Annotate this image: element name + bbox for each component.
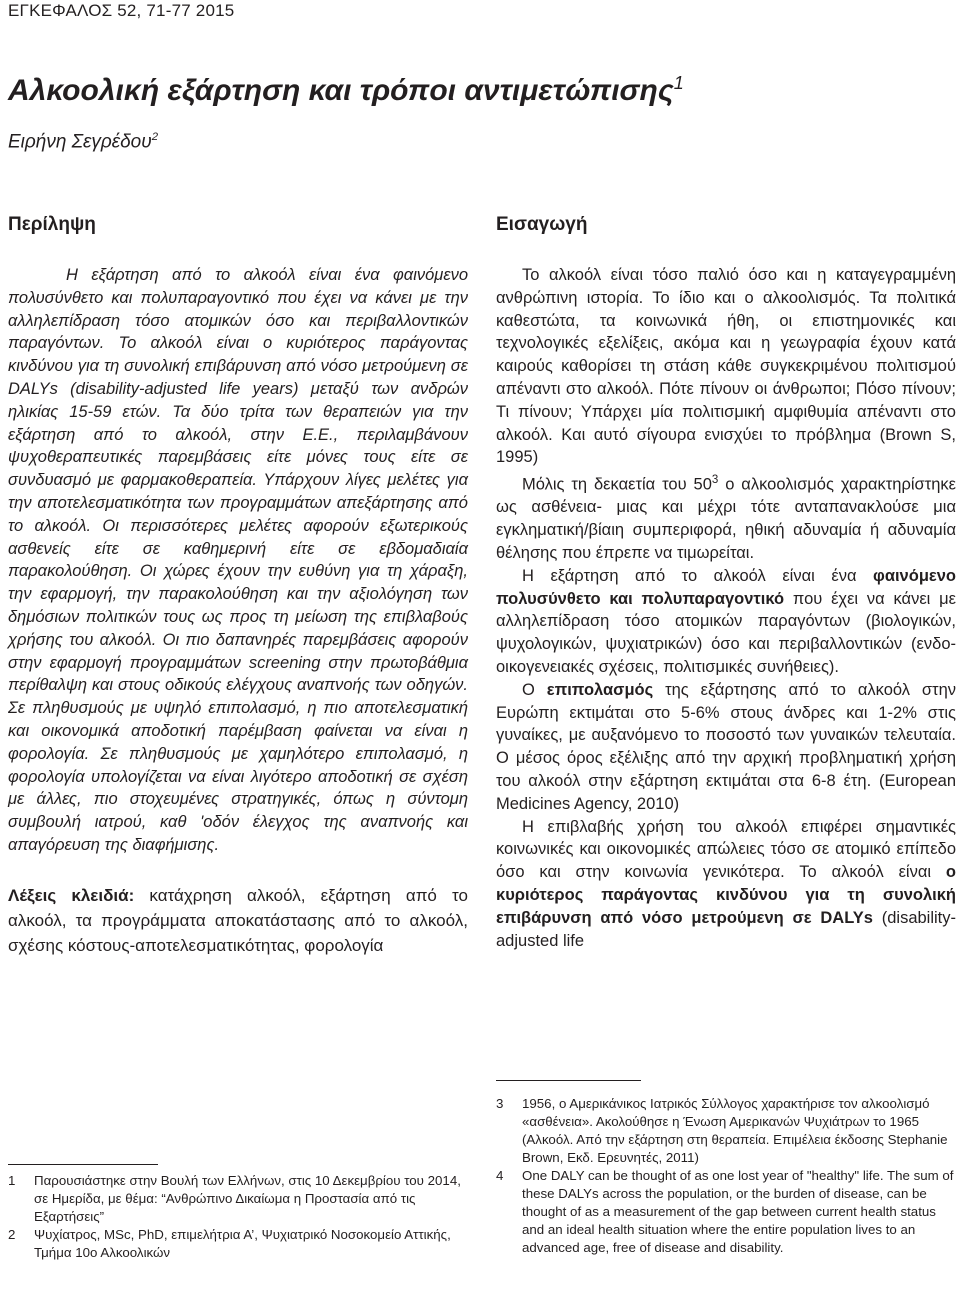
- footnote-number: 3: [496, 1096, 504, 1111]
- footnote-3: [496, 1095, 956, 1167]
- intro-p2-text-a: Μόλις τη δεκαετία του 50: [522, 475, 712, 494]
- footnote-1: [8, 1172, 468, 1226]
- footnotes-left: [8, 1172, 468, 1262]
- footnote-2: [8, 1226, 468, 1262]
- intro-p3-bold: φαινόμενο πολυσύνθετο και πολυπαραγοντικό: [496, 566, 956, 608]
- intro-p5-bold: ο κυριότερος παράγοντας κινδύνου για τη συνολική επιβάρυνση από νόσο μετρούμενη σε DALYs: [496, 863, 956, 927]
- title-footnote-marker[interactable]: 1: [673, 73, 684, 93]
- left-column: [8, 212, 468, 958]
- article-title-text: Αλκοολική εξάρτηση και τρόποι αντιμετώπισης: [8, 74, 674, 107]
- abstract-text: Η εξάρτηση από το αλκοόλ είναι ένα φαινόμενο πολυσύνθετο και πολυπαραγοντικό που έχει να κάνει με την αλληλεπίδραση τόσο ατομικών όσο και περιβαλλοντικών παραγόντων. Το αλκοόλ είναι ο κυριότερος παράγοντας κινδύνου για τη συνολική επιβάρυνση από νόσο μετρούμενη σε DALYs (disability-adjusted life years) μεταξύ των ανδρών ηλικίας 15-59 ετών. Τα δύο τρίτα των θεραπειών για την εξάρτηση από το αλκοόλ, στην Ε.Ε., περιλαμβάνουν ψυχοθεραπευτικές παρεμβάσεις είτε μόνες τους είτε σε συνδυασμό με φαρμακοθεραπεία. Υπάρχουν λίγες μελέτες για την αποτελεσματικότητα των προγραμμάτων απεξάρτησης από το αλκοόλ. Οι περισσότερες μελέτες αφορούν εξωτερικούς ασθενείς είτε σε καθημερινή είτε σε εβδομαδιαία παρακολούθηση. Οι χώρες έχουν την ευθύνη για τη χάραξη, την εφαρμογή, την παρακολούθηση και την αξιολόγηση των δημόσιων πολιτικών τους ως προς τη μείωση της επιβλαβούς χρήσης του αλκοόλ. Οι πιο δαπανηρές παρεμβάσεις αφορούν στην εφαρμογή προγραμμάτων screening στην πρωτοβάθμια περίθαλψη και στους οδικούς ελέγχους αναπνοής των οδηγών. Σε πληθυσμούς με υψηλό επιπολασμό, η πιο αποτελεσματική και οικονομικά αποδοτική παρέμβαση φαίνεται να είναι η φορολογία. Σε πληθυσμούς με χαμηλότερο επιπολασμό, η φορολογία υπολογίζεται να είναι λιγότερο αποδοτική σε σχέση με άλλες, πιο στοχευμένες στρατηγικές, όπως η σύντομη συμβουλή ιατρού, καθ 'οδόν έλεγχος της αναπνοής και απαγόρευση της διαφήμισης.: [8, 266, 468, 854]
- footnote-rule-right: [496, 1080, 641, 1081]
- intro-p3-text-a: Η εξάρτηση από το αλκοόλ είναι ένα: [522, 566, 874, 585]
- right-column: [496, 212, 956, 952]
- intro-p5-text-a: Η επιβλαβής χρήση του αλκοόλ επιφέρει σημαντικές κοινωνικές και οικονομικές απώλειες τόσο σε ατομικό επίπεδο όσο και στην κοινωνία γενικότερα. Το αλκοόλ είναι: [496, 817, 956, 882]
- footnote-text: Παρουσιάστηκε στην Βουλή των Ελλήνων, στις 10 Δεκεμβρίου του 2014, σε Ημερίδα, με θέμα: “Ανθρώπινο Δικαίωμα η Προστασία από τις Εξαρτήσεις”: [34, 1173, 461, 1224]
- abstract-heading: Περίληψη: [8, 214, 96, 235]
- intro-p4-text-b: της εξάρτησης από το αλκοόλ στην Ευρώπη εκτιμάται στο 5-6% στους άνδρες και 1-2% στις γυναίκες, με αυξανόμενο το ποσοστό των γυναικών τελευταία. Ο μέσος όρος εξέλιξης από την αρχική προβληματική χρήση του αλκοόλ στην εξάρτηση εκτιμάται στα 6-8 έτη. (European Medicines Agency, 2010): [496, 680, 957, 813]
- footnote-marker-3[interactable]: 3: [711, 474, 719, 487]
- footnotes-right: [496, 1095, 956, 1257]
- intro-p4-bold: επιπολασμός: [546, 680, 654, 699]
- author-footnote-marker[interactable]: 2: [151, 131, 159, 143]
- intro-p2-text-b: ο αλκοολισμός χαρακτηρίστηκε ως ασθένεια- μιας και μέχρι τότε ανταπανακλούσε μια εγκληματική/βίαιη συμπεριφορά, ηθική αδυναμία ή αδυναμία θέλησης που έπρεπε να τιμωρείται.: [496, 475, 956, 563]
- intro-heading: Εισαγωγή: [496, 214, 588, 235]
- article-title: [8, 64, 684, 110]
- journal-header: ΕΓΚΕΦΑΛΟΣ 52, 71-77 2015: [8, 1, 235, 20]
- author-line: [8, 124, 158, 155]
- keywords-label: Λέξεις κλειδιά:: [8, 885, 135, 905]
- intro-paragraph-4: [496, 679, 956, 816]
- intro-p3-text-b: που έχει να κάνει με αλληλεπίδραση τόσο ατομικών παραγόντων (βιολογικών, ψυχολογικών, ψυχιατρικών) όσο και περιβαλλοντικών (ενδο-οικογενειακές σχέσεις, πολιτισμικές συνήθειες).: [496, 589, 956, 677]
- footnote-number: 4: [496, 1168, 504, 1183]
- keywords-text: κατάχρηση αλκοόλ, εξάρτηση από το αλκοόλ, τα προγράμματα αποκατάστασης από το αλκοόλ, σχέσης κόστους-αποτελεσματικότητας, φορολογία: [8, 885, 468, 955]
- intro-paragraph-2: [496, 469, 956, 565]
- intro-p4-text-a: Ο: [522, 680, 547, 699]
- intro-paragraph-1: Το αλκοόλ είναι τόσο παλιό όσο και η καταγεγραμμένη ανθρώπινη ιστορία. Το ίδιο και ο αλκοολισμός. Τα πολιτικά καθεστώτα, τα κοινωνικά ήθη, οι επιστημονικές και τεχνολογικές εξελίξεις, ακόμα και η γεωγραφία έχουν κατά καιρούς καθορίσει τη στάση κάθε συγκεκριμένου πολιτισμού απέναντι στο αλκοόλ. Πότε πίνουν οι άνθρωποι; Πόσο πίνουν; Τι πίνουν; Υπάρχει μία πολιτισμική αμφιθυμία απέναντι στο αλκοόλ. Και αυτό σίγουρα ενισχύει το πρόβλημα (Brown S, 1995): [496, 266, 956, 467]
- footnote-text: Ψυχίατρος, MSc, PhD, επιμελήτρια Α’, Ψυχιατρικό Νοσοκομείο Αττικής, Τμήμα 10ο Αλκοολικών: [34, 1227, 451, 1260]
- keywords: [8, 883, 468, 958]
- footnote-rule-left: [8, 1164, 158, 1165]
- intro-p5-text-b: (disability- adjusted life: [496, 908, 956, 950]
- footnote-text: 1956, ο Αμερικάνικος Ιατρικός Σύλλογος χαρακτήρισε τον αλκοολισμό «ασθένεια». Ακολούθησε η Ένωση Αμερικανών Ψυχιάτρων το 1965 (Αλκοόλ. Από την εξάρτηση στη θεραπεία. Επιμέλεια έκδοσης Stephanie Brown, Εκδ. Ερευνητές, 2011): [522, 1096, 948, 1165]
- intro-paragraph-3: [496, 565, 956, 679]
- footnote-text: One DALY can be thought of as one lost year of "healthy" life. The sum of these DALYs across the population, or the burden of disease, can be thought of as a measurement of the gap between current health status and an ideal health situation where the entire population lives to an advanced age, free of disease and disability.: [522, 1168, 954, 1255]
- footnote-number: 2: [8, 1227, 16, 1242]
- footnote-4: [496, 1167, 956, 1257]
- footnote-number: 1: [8, 1173, 16, 1188]
- author-name: Ειρήνη Σεγρέδου: [8, 131, 152, 153]
- intro-paragraph-5: [496, 816, 956, 953]
